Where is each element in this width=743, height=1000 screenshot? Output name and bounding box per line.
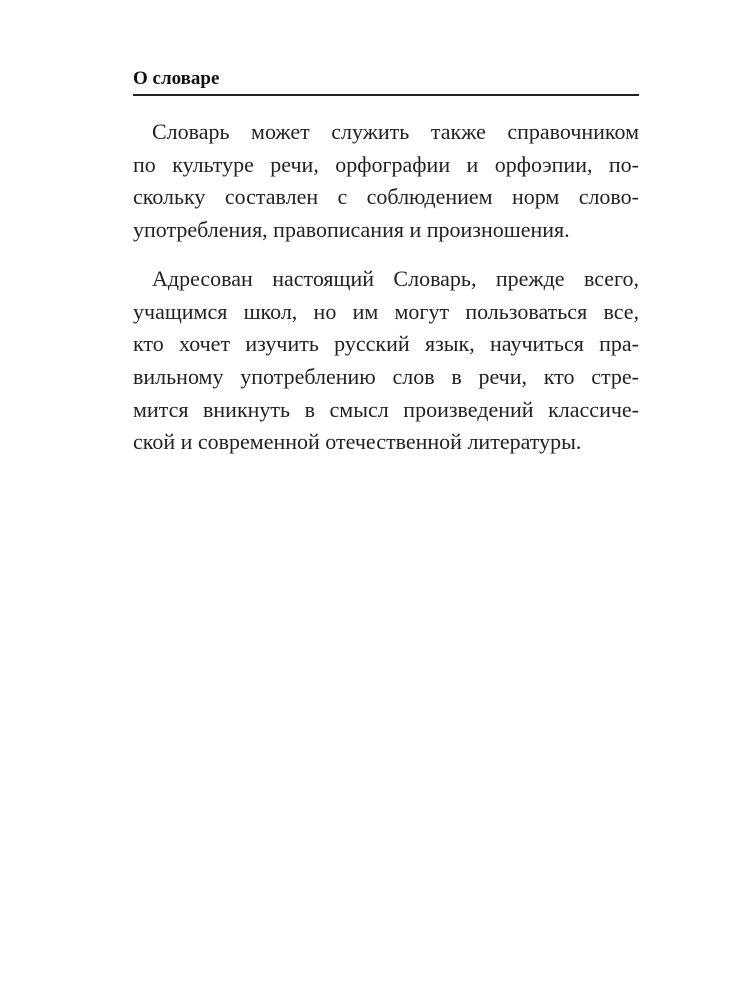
paragraph-line: скольку составлен с соблюдением норм слово- xyxy=(133,184,639,209)
paragraph-line: употребления, правописания и произношения. xyxy=(133,217,570,242)
paragraph-line: по культуре речи, орфографии и орфоэпии, по- xyxy=(133,152,639,177)
paragraph-line: мится вникнуть в смысл произведений классиче- xyxy=(133,397,639,422)
paragraph-line: Словарь может служить также справочником xyxy=(152,119,639,144)
paragraph-line: ской и современной отечественной литературы. xyxy=(133,429,582,454)
section-header xyxy=(133,66,639,96)
paragraph-line: учащимся школ, но им могут пользоваться все, xyxy=(133,299,639,324)
section-title: О словаре xyxy=(133,68,220,89)
paragraph-line: вильному употреблению слов в речи, кто стре- xyxy=(133,364,639,389)
paragraph-line: кто хочет изучить русский язык, научиться пра- xyxy=(133,331,639,356)
paragraph-line: Адресован настоящий Словарь, прежде всего, xyxy=(152,266,639,291)
